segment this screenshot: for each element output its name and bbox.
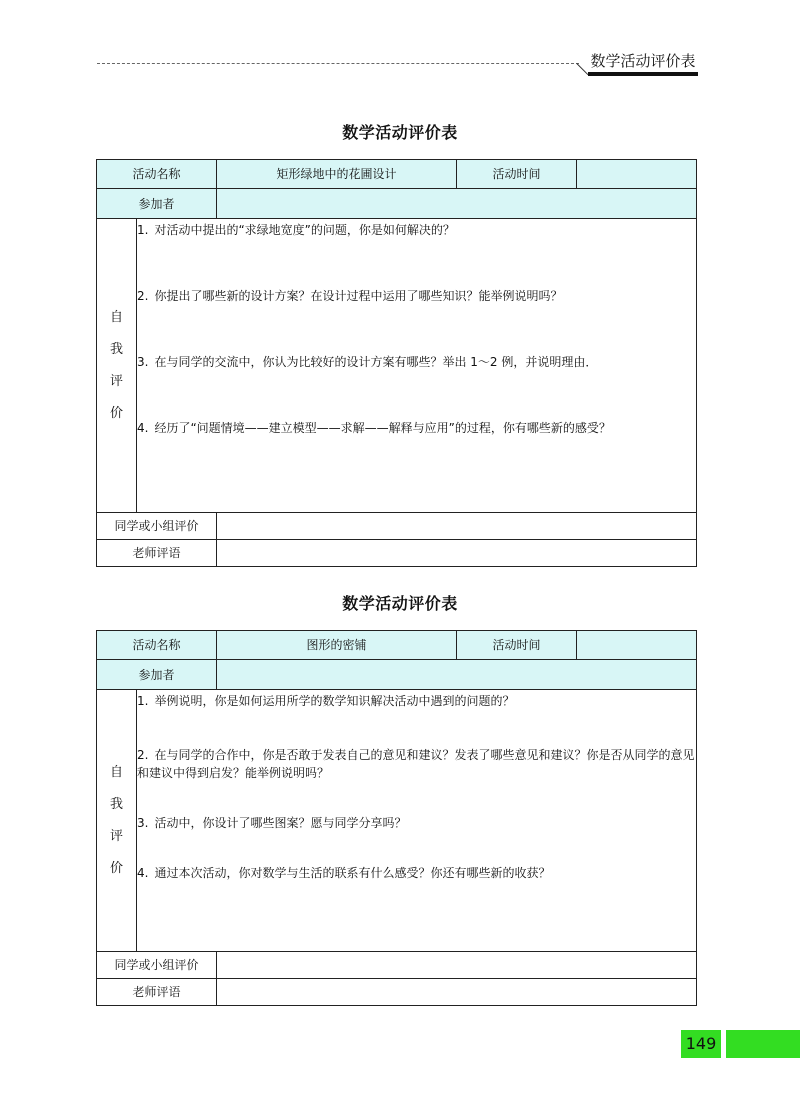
self-evaluation-questions[interactable]	[137, 690, 697, 952]
activity-name-value: 矩形绿地中的花圃设计	[217, 160, 457, 189]
self-eval-char: 自	[109, 764, 123, 780]
form-title: 数学活动评价表	[342, 594, 458, 613]
teacher-comment-field[interactable]	[217, 979, 697, 1006]
teacher-comment-label: 老师评语	[97, 979, 217, 1006]
page-tab-strip	[726, 1030, 800, 1058]
participants-field[interactable]	[217, 189, 697, 219]
peer-evaluation-field[interactable]	[217, 513, 697, 540]
self-evaluation-label	[97, 690, 137, 952]
question-item: 1. 举例说明，你是如何运用所学的数学知识解决活动中遇到的问题的？	[137, 694, 515, 708]
self-eval-char: 评	[109, 828, 123, 844]
question-item: 2. 在与同学的合作中，你是否敢于发表自己的意见和建议？发表了哪些意见和建议？你是否从同学的意见和建议中得到启发？能举例说明吗？	[137, 748, 695, 780]
self-eval-char: 评	[109, 373, 123, 389]
question-item: 4. 通过本次活动，你对数学与生活的联系有什么感受？你还有哪些新的收获？	[137, 866, 551, 880]
activity-time-label: 活动时间	[457, 160, 577, 189]
peer-evaluation-field[interactable]	[217, 952, 697, 979]
question-item: 1. 对活动中提出的“求绿地宽度”的问题，你是如何解决的？	[137, 223, 455, 237]
header-dashed-rule	[97, 63, 579, 64]
activity-time-field[interactable]	[577, 631, 697, 660]
self-eval-char: 我	[109, 341, 123, 357]
running-header-title: 数学活动评价表	[590, 52, 696, 70]
participants-label: 参加者	[97, 189, 217, 219]
activity-name-value: 图形的密铺	[217, 631, 457, 660]
self-eval-char: 自	[109, 309, 123, 325]
activity-name-label: 活动名称	[97, 160, 217, 189]
self-evaluation-label	[97, 219, 137, 513]
header-slant-rule	[576, 63, 588, 75]
teacher-comment-label: 老师评语	[97, 540, 217, 567]
peer-evaluation-label: 同学或小组评价	[97, 513, 217, 540]
activity-time-label: 活动时间	[457, 631, 577, 660]
peer-evaluation-label: 同学或小组评价	[97, 952, 217, 979]
page-number: 149	[681, 1030, 721, 1058]
participants-field[interactable]	[217, 660, 697, 690]
activity-name-label: 活动名称	[97, 631, 217, 660]
self-evaluation-questions[interactable]	[137, 219, 697, 513]
question-item: 3. 活动中，你设计了哪些图案？愿与同学分享吗？	[137, 816, 407, 830]
activity-time-field[interactable]	[577, 160, 697, 189]
self-eval-char: 价	[109, 405, 123, 421]
participants-label: 参加者	[97, 660, 217, 690]
teacher-comment-field[interactable]	[217, 540, 697, 567]
question-item: 3. 在与同学的交流中，你认为比较好的设计方案有哪些？举出 1～2 例，并说明理由．	[137, 355, 598, 369]
self-eval-char: 价	[109, 860, 123, 876]
question-item: 2. 你提出了哪些新的设计方案？在设计过程中运用了哪些知识？能举例说明吗？	[137, 289, 563, 303]
form-title: 数学活动评价表	[342, 123, 458, 142]
question-item: 4. 经历了“问题情境——建立模型——求解——解释与应用”的过程，你有哪些新的感受？	[137, 421, 611, 435]
evaluation-form-2	[96, 630, 697, 1006]
self-eval-char: 我	[109, 796, 123, 812]
evaluation-form-1	[96, 159, 697, 567]
header-underline-bar	[588, 72, 698, 76]
